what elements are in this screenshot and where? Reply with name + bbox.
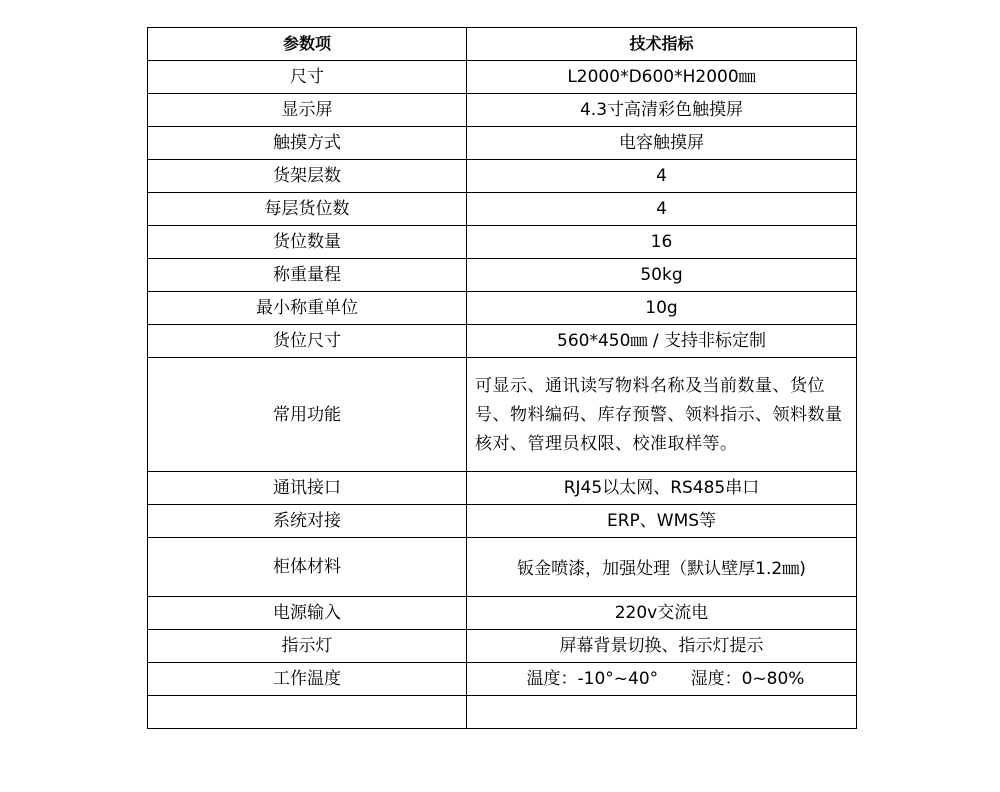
row-spec-cell (467, 358, 857, 472)
row-param: 通讯接口 (148, 472, 467, 505)
row-param: 系统对接 (148, 505, 467, 538)
row-param: 货架层数 (148, 160, 467, 193)
row-param: 显示屏 (148, 94, 467, 127)
row-spec: 钣金喷漆，加强处理（默认壁厚1.2㎜) (517, 559, 806, 579)
row-param: 柜体材料 (148, 538, 467, 597)
row-spec: 电容触摸屏 (467, 127, 857, 160)
row-spec: 可显示、通讯读写物料名称及当前数量、货位号、物料编码、库存预警、领料指示、领料数量核对、管理员权限、校准取样等。 (475, 376, 843, 454)
header-spec: 技术指标 (467, 28, 857, 61)
row-spec-cell (467, 663, 857, 696)
row-param: 每层货位数 (148, 193, 467, 226)
row-spec: 4.3寸高清彩色触摸屏 (467, 94, 857, 127)
table-row (148, 193, 857, 226)
row-spec: L2000*D600*H2000㎜ (467, 61, 857, 94)
row-param: 最小称重单位 (148, 292, 467, 325)
table-header-row (148, 28, 857, 61)
table-row (148, 663, 857, 696)
table-row (148, 160, 857, 193)
table-row (148, 538, 857, 597)
row-spec: 4 (467, 160, 857, 193)
table-row (148, 325, 857, 358)
row-spec: 屏幕背景切换、指示灯提示 (467, 630, 857, 663)
row-param: 称重量程 (148, 259, 467, 292)
row-param: 常用功能 (148, 358, 467, 472)
row-param: 工作温度 (148, 663, 467, 696)
table-row (148, 472, 857, 505)
row-param: 触摸方式 (148, 127, 467, 160)
row-spec: 4 (467, 193, 857, 226)
row-param: 电源输入 (148, 597, 467, 630)
table-row-empty (148, 696, 857, 729)
row-spec: 10g (467, 292, 857, 325)
table-row (148, 61, 857, 94)
row-spec: 50kg (467, 259, 857, 292)
table-row (148, 505, 857, 538)
table-row (148, 94, 857, 127)
table-row (148, 259, 857, 292)
table-row (148, 127, 857, 160)
row-spec: RJ45以太网、RS485串口 (467, 472, 857, 505)
row-spec: 16 (467, 226, 857, 259)
header-param: 参数项 (148, 28, 467, 61)
row-param: 货位数量 (148, 226, 467, 259)
row-spec: 220v交流电 (467, 597, 857, 630)
row-spec: 560*450㎜ / 支持非标定制 (467, 325, 857, 358)
row-param (148, 696, 467, 729)
table-row (148, 630, 857, 663)
row-spec: ERP、WMS等 (467, 505, 857, 538)
row-spec: 温度：-10°~40° 湿度：0~80% (526, 669, 805, 689)
row-param: 指示灯 (148, 630, 467, 663)
table-row (148, 292, 857, 325)
row-spec-cell (467, 538, 857, 597)
table-row (148, 358, 857, 472)
table-row (148, 597, 857, 630)
row-param: 尺寸 (148, 61, 467, 94)
row-param: 货位尺寸 (148, 325, 467, 358)
row-spec (467, 696, 857, 729)
table-row (148, 226, 857, 259)
spec-table (147, 27, 857, 729)
